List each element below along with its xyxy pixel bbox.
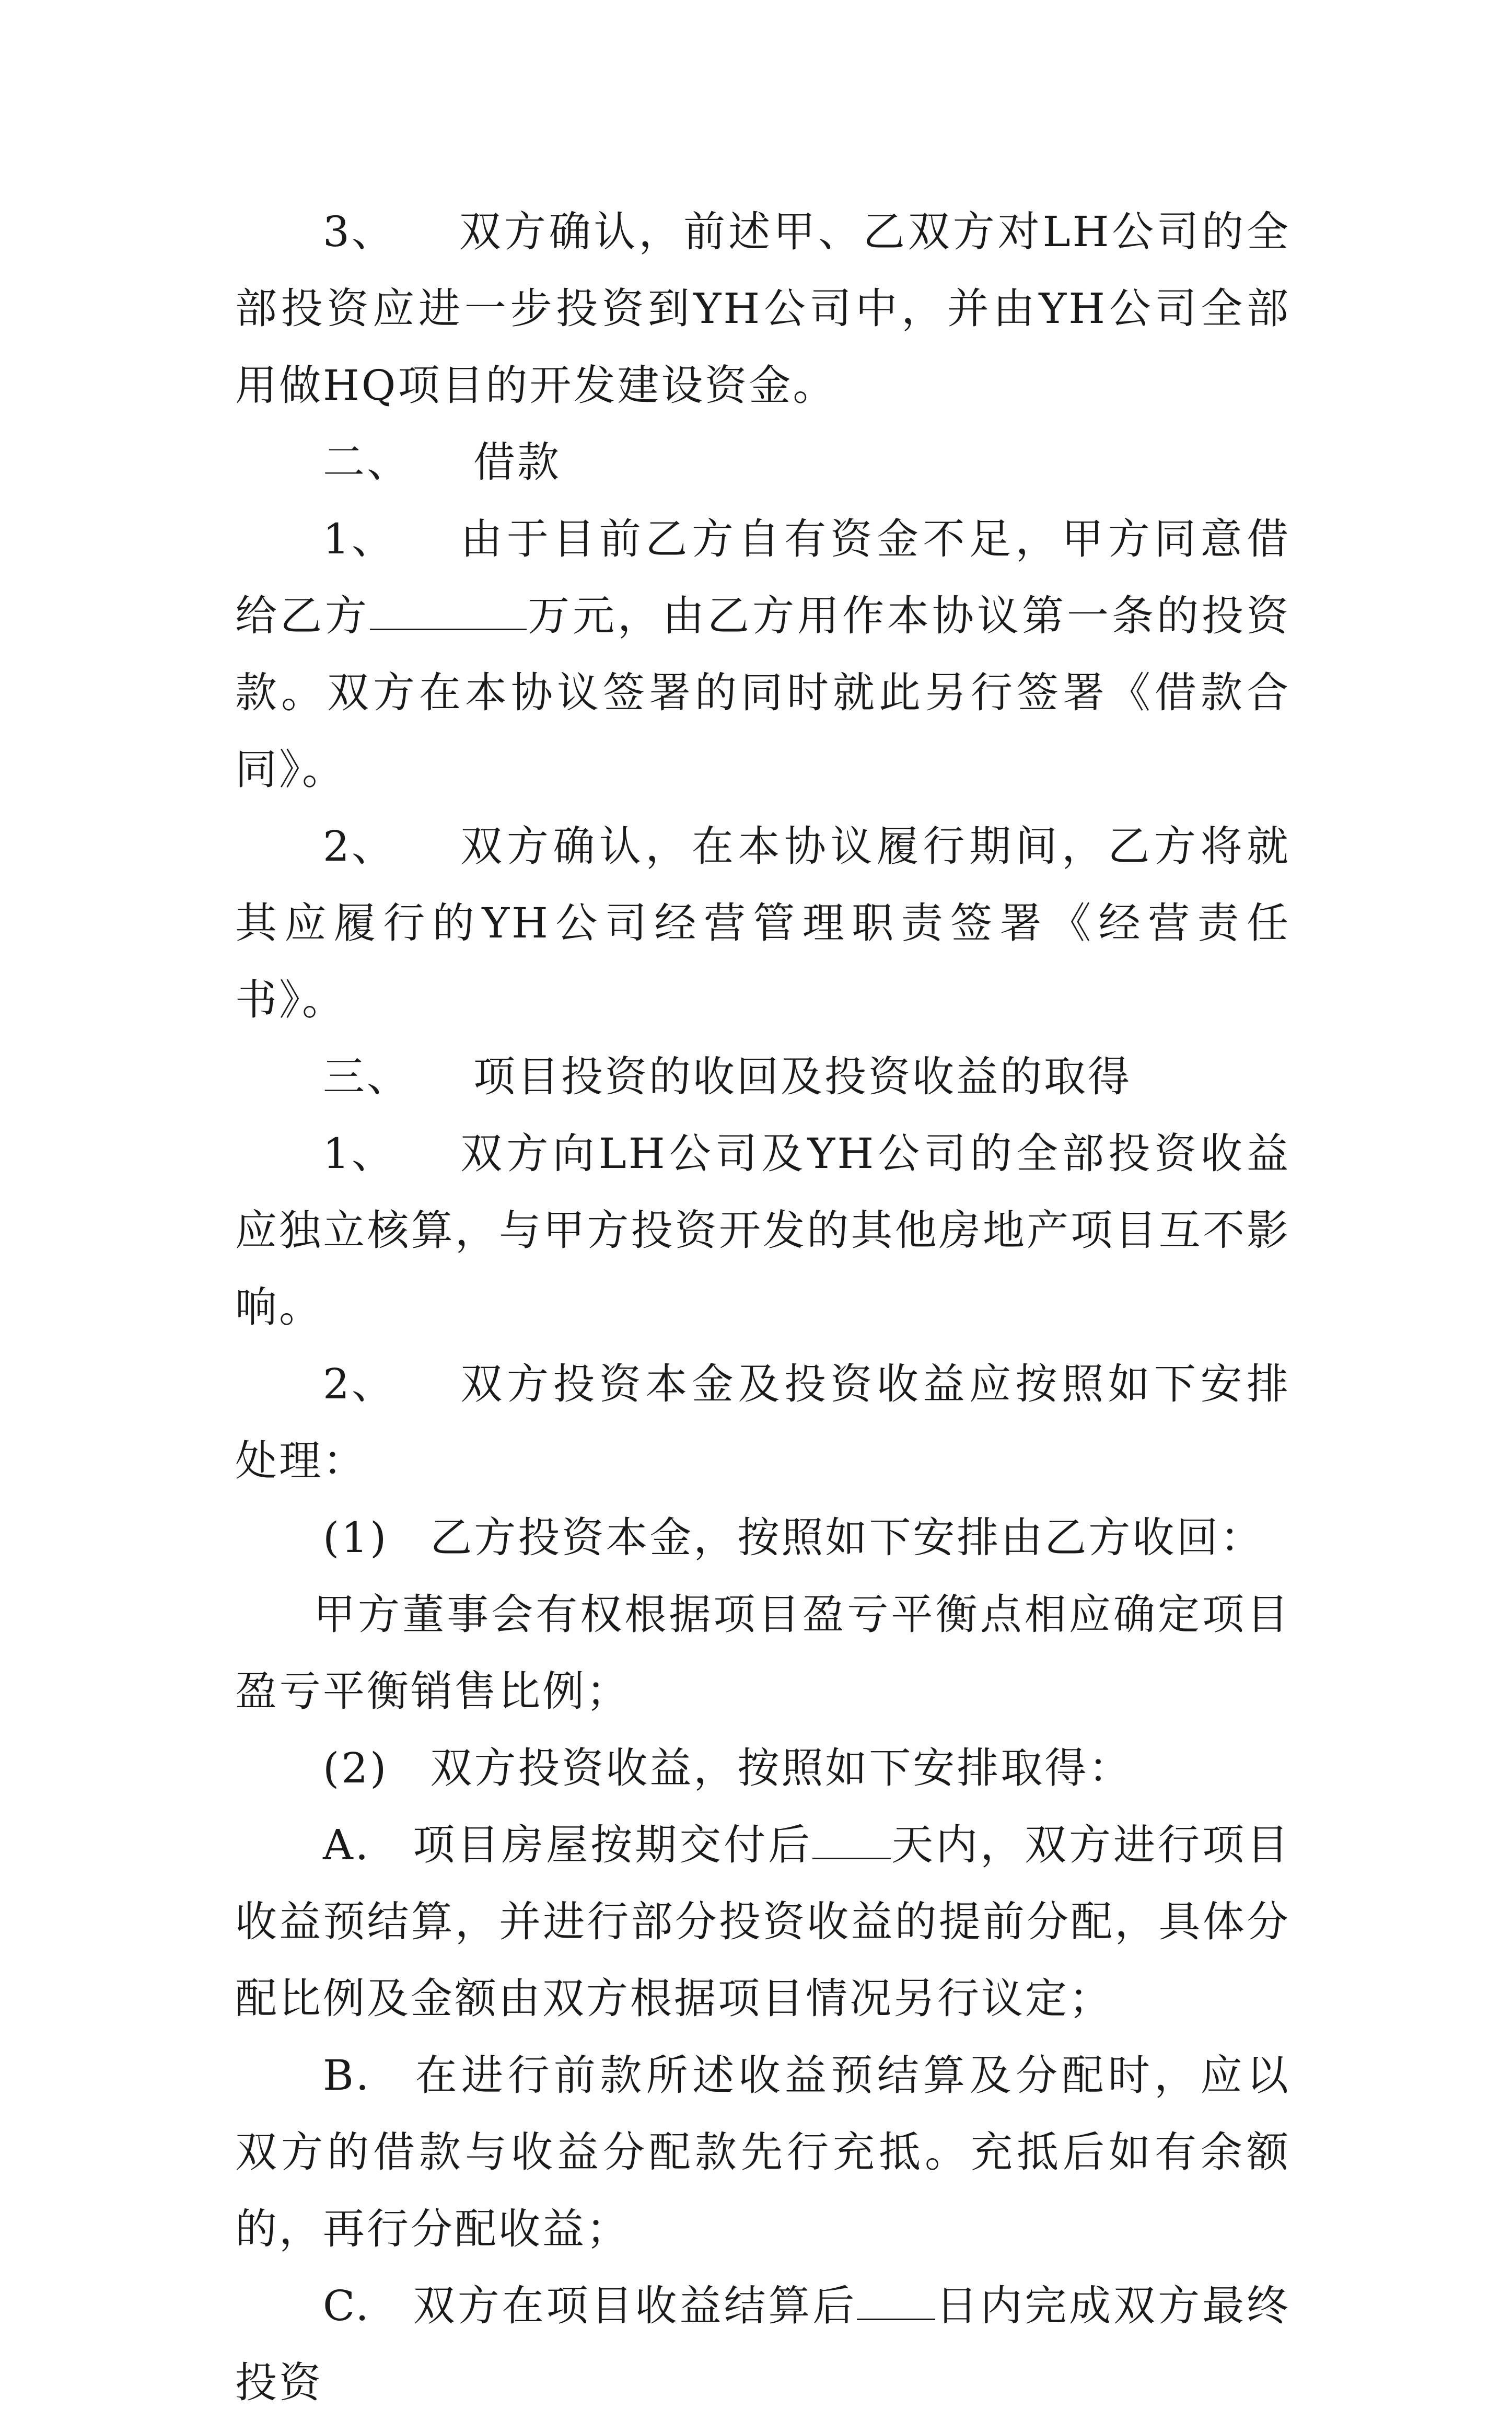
paragraph-2-2 [235,808,1290,1038]
paragraph-text: 乙方投资本金，按照如下安排由乙方收回： [430,1513,1264,1562]
item-number: 3、 [323,207,396,256]
section-heading-2 [235,424,1290,501]
paragraph-text-after: 万元，由乙方用作本协议第一条的投资款。双方在本协议签署的同时就此另行签署《借款合同》。 [235,592,1290,794]
days-blank [857,2287,935,2320]
clause-a [235,1806,1290,2037]
section-title: 借款 [473,438,561,486]
paragraph-text-before: 双方在项目收益结算后 [412,2281,857,2330]
paragraph-text: 双方投资本金及投资收益应按照如下安排处理： [235,1360,1290,1485]
item-number: 2、 [323,822,396,871]
paragraph-text-before: 由于目前乙方自有资金不足，甲方同意借给乙方 [235,515,1290,640]
paragraph-3-1 [235,193,1290,424]
paragraph-text-after: 日内完成双方最终投资 [235,2281,1291,2407]
section-number: 二、 [323,438,411,486]
paragraph-text: 在进行前款所述收益预结算及分配时，应以双方的借款与收益分配款先行充抵。充抵后如有余额的，再行分配收益； [235,2051,1290,2253]
item-number: A. [323,1821,371,1869]
paragraph-text: 双方向LH公司及YH公司的全部投资收益应独立核算，与甲方投资开发的其他房地产项目互不影响。 [235,1129,1290,1331]
item-number: C. [323,2281,371,2330]
item-number: (1) [323,1513,389,1562]
clause-c [235,2267,1290,2421]
paragraph-3-1b [235,1115,1290,1346]
sub-item-1-detail [235,1576,1290,1730]
item-number: 1、 [323,515,396,563]
item-number: 1、 [323,1129,396,1178]
clause-b [235,2037,1290,2267]
section-title: 项目投资的收回及投资收益的取得 [473,1052,1132,1101]
sub-item-2 [235,1730,1290,1806]
paragraph-text: 甲方董事会有权根据项目盈亏平衡点相应确定项目盈亏平衡销售比例； [235,1590,1290,1716]
days-blank [812,1826,891,1859]
document-body [235,193,1290,2421]
item-number: (2) [323,1744,389,1792]
item-number: 2、 [323,1360,396,1408]
paragraph-text-before: 项目房屋按期交付后 [412,1821,813,1869]
paragraph-text: 双方确认，前述甲、乙双方对LH公司的全部投资应进一步投资到YH公司中，并由YH公司全部用做HQ项目的开发建设资金。 [235,207,1290,410]
paragraph-text: 双方确认，在本协议履行期间，乙方将就其应履行的YH公司经营管理职责签署《经营责任书》。 [235,822,1290,1024]
sub-item-1 [235,1499,1290,1576]
section-number: 三、 [323,1052,411,1101]
item-number: B. [323,2051,371,2100]
paragraph-3-2 [235,1346,1290,1499]
paragraph-2-1 [235,501,1290,808]
paragraph-text-after: 天内，双方进行项目收益预结算，并进行部分投资收益的提前分配，具体分配比例及金额由双方根据项目情况另行议定； [235,1821,1291,2023]
section-heading-3 [235,1038,1290,1115]
amount-blank [370,597,527,630]
paragraph-text: 双方投资收益，按照如下安排取得： [430,1744,1133,1792]
